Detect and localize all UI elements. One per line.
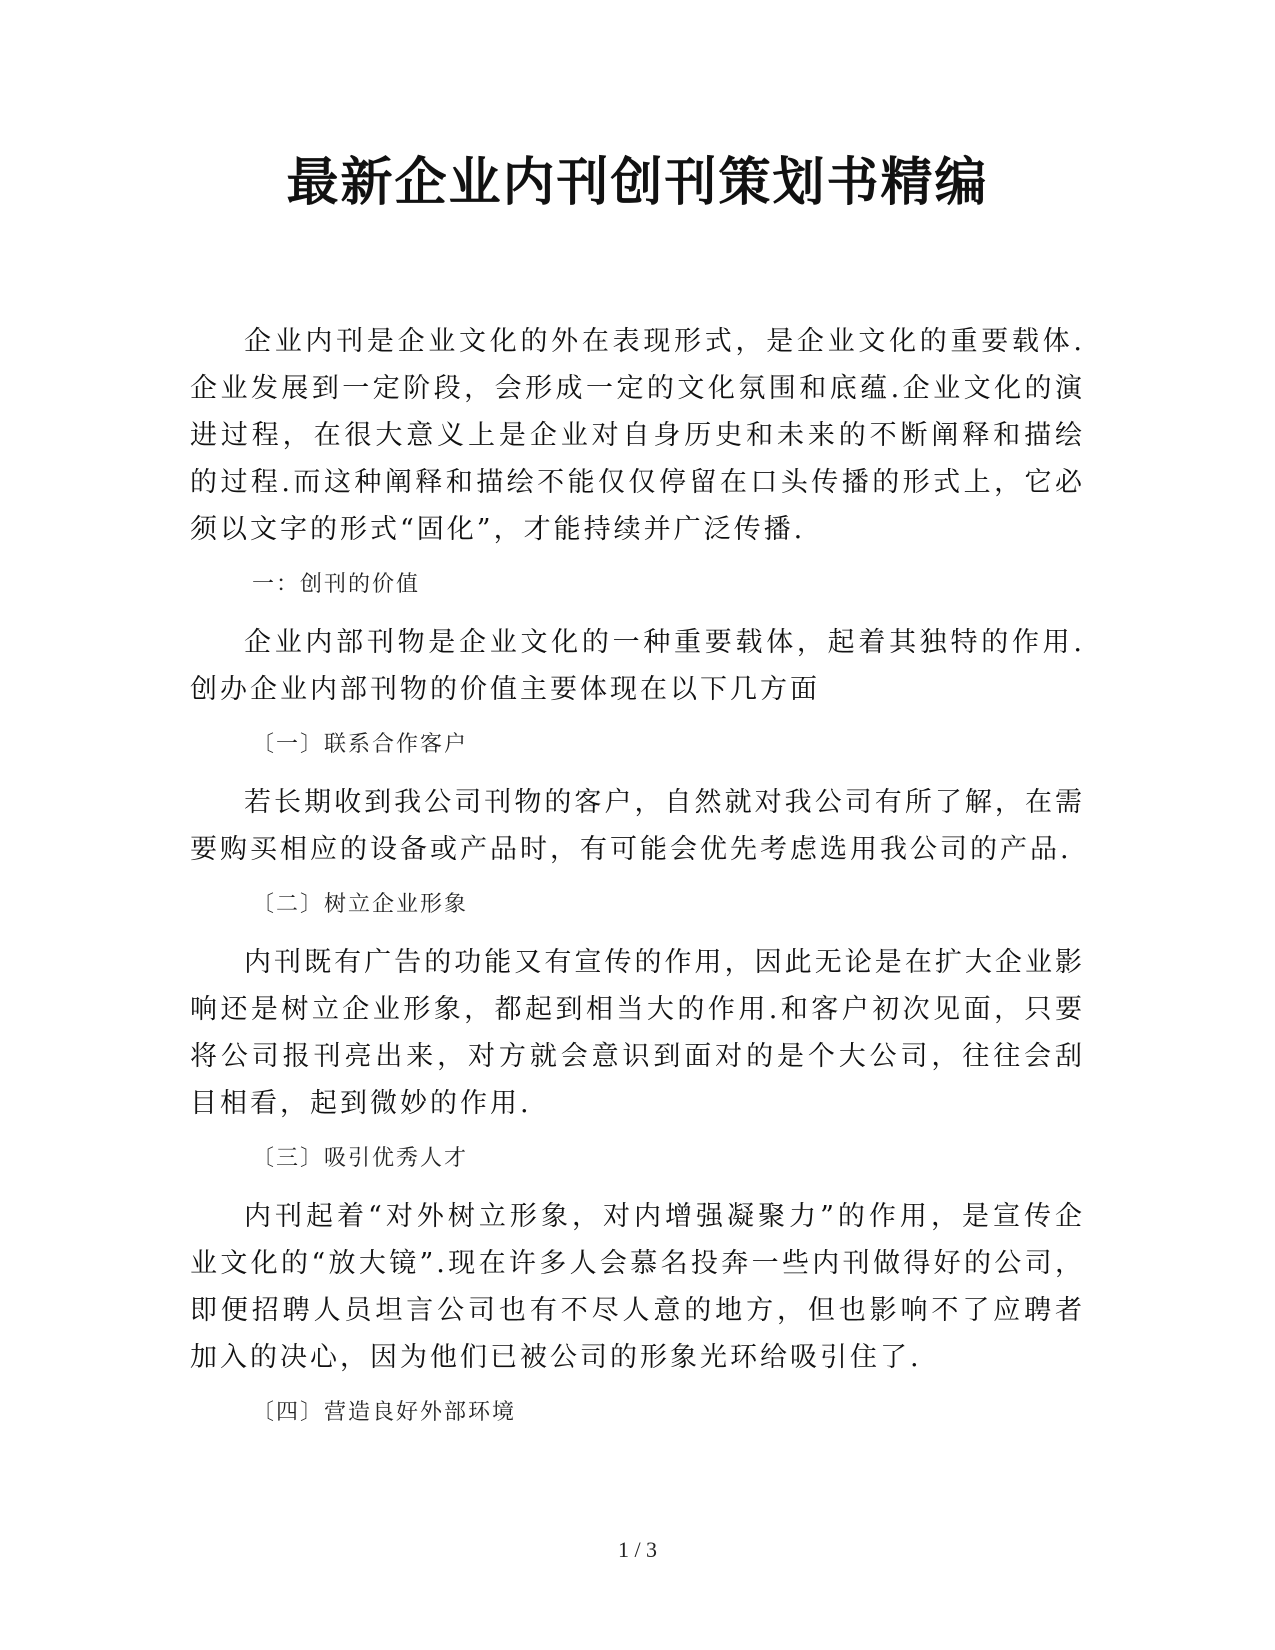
document-title: 最新企业内刊创刊策划书精编 — [286, 152, 989, 213]
item-paragraph-attract-talent: 内刊起着“对外树立形象，对内增强凝聚力”的作用，是宣传企业文化的“放大镜”.现在许多人会慕名投奔一些内刊做得好的公司，即便招聘人员坦言公司也有不尽人意的地方，但也影响不了应聘者加入的决心，因为他们已被公司的形象光环给吸引住了. — [190, 1201, 1085, 1373]
section-heading-value: 一：创刊的价值 — [252, 572, 421, 597]
intro-paragraph: 企业内刊是企业文化的外在表现形式，是企业文化的重要载体.企业发展到一定阶段，会形成一定的文化氛围和底蕴.企业文化的演进过程，在很大意义上是企业对自身历史和未来的不断阐释和描绘的过程.而这种阐释和描绘不能仅仅停留在口头传播的形式上，它必须以文字的形式“固化”，才能持续并广泛传播. — [190, 326, 1085, 545]
item-paragraph-contact-clients: 若长期收到我公司刊物的客户，自然就对我公司有所了解，在需要购买相应的设备或产品时，有可能会优先考虑选用我公司的产品. — [190, 787, 1085, 865]
item-heading-attract-talent: 〔三〕吸引优秀人才 — [252, 1146, 469, 1171]
section-value-paragraph: 企业内部刊物是企业文化的一种重要载体，起着其独特的作用.创办企业内部刊物的价值主要体现在以下几方面 — [190, 627, 1085, 705]
page-number: 1 / 3 — [617, 1537, 658, 1562]
document-body — [190, 318, 1085, 1447]
item-heading-external-environment: 〔四〕营造良好外部环境 — [252, 1400, 517, 1425]
item-paragraph-corporate-image: 内刊既有广告的功能又有宣传的作用，因此无论是在扩大企业影响还是树立企业形象，都起到相当大的作用.和客户初次见面，只要将公司报刊亮出来，对方就会意识到面对的是个大公司，往往会刮目相看，起到微妙的作用. — [190, 947, 1085, 1119]
item-heading-contact-clients: 〔一〕联系合作客户 — [252, 732, 469, 757]
item-heading-corporate-image: 〔二〕树立企业形象 — [252, 892, 469, 917]
